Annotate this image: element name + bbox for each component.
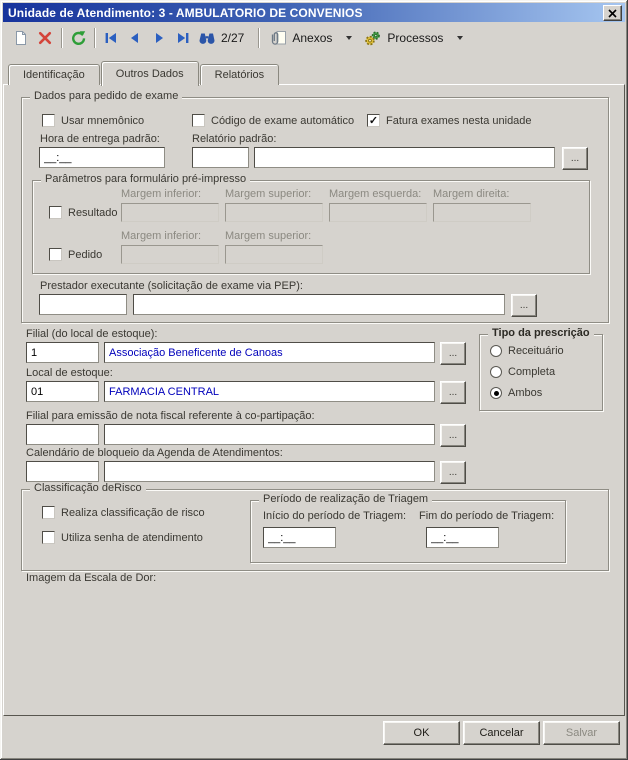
- imagem-escala-dor-label: Imagem da Escala de Dor:: [26, 572, 157, 584]
- filial-nome-input[interactable]: [104, 342, 435, 363]
- filial-label: Filial (do local de estoque):: [26, 328, 158, 340]
- new-record-button[interactable]: [9, 26, 33, 50]
- filial-nf-browse-button[interactable]: ...: [440, 424, 466, 447]
- main-toolbar: [3, 23, 625, 53]
- group-parametros-pre-impresso: [32, 173, 590, 274]
- checkbox-codigo-exame-automatico[interactable]: [192, 114, 354, 127]
- checkbox-pedido[interactable]: [49, 248, 102, 261]
- relatorio-nome-input[interactable]: [254, 147, 555, 168]
- tab-outros-dados[interactable]: [101, 61, 199, 86]
- radio-label: Receituário: [508, 345, 564, 357]
- filial-nf-codigo-input[interactable]: [26, 424, 99, 445]
- tab-relatorios[interactable]: [200, 64, 280, 85]
- relatorio-codigo-input[interactable]: [192, 147, 249, 168]
- next-record-button[interactable]: [147, 26, 171, 50]
- processos-label: Processos: [387, 31, 444, 45]
- group-title: Período de realização de Triagem: [259, 493, 432, 506]
- fim-triagem-label: Fim do período de Triagem:: [419, 510, 555, 522]
- group-title: Dados para pedido de exame: [30, 90, 182, 103]
- close-button[interactable]: [603, 5, 622, 21]
- group-tipo-prescricao: [479, 327, 603, 411]
- anexos-button[interactable]: [263, 26, 338, 50]
- anexos-label: Anexos: [292, 31, 333, 45]
- relatorio-padrao-label: Relatório padrão:: [192, 133, 277, 145]
- margem-direita-label: Margem direita:: [433, 188, 510, 200]
- local-estoque-codigo-input[interactable]: [26, 381, 99, 402]
- checkbox-box: [42, 506, 55, 519]
- cancel-label: Cancelar: [479, 727, 524, 739]
- search-button[interactable]: [195, 26, 219, 50]
- pedido-margem-superior-input: [225, 245, 323, 264]
- save-label: Salvar: [565, 727, 598, 739]
- delete-record-button[interactable]: [33, 26, 57, 50]
- tab-identificacao[interactable]: [8, 64, 100, 85]
- delete-record-icon: [38, 31, 52, 45]
- checkbox-label: Código de exame automático: [211, 114, 355, 127]
- radio-dot: [490, 345, 502, 357]
- checkbox-label: Realiza classificação de risco: [61, 506, 205, 519]
- relatorio-browse-button[interactable]: ...: [562, 147, 588, 170]
- margem-esquerda-label: Margem esquerda:: [329, 188, 422, 200]
- cancel-button[interactable]: [463, 721, 540, 745]
- hora-entrega-input[interactable]: [39, 147, 165, 168]
- margem-inferior-label: Margem inferior:: [121, 188, 202, 200]
- margem-superior-label: Margem superior:: [225, 188, 312, 200]
- local-estoque-label: Local de estoque:: [26, 367, 113, 379]
- group-periodo-triagem: [250, 493, 566, 563]
- ok-label: OK: [413, 727, 430, 739]
- title-bar: [3, 3, 625, 22]
- fim-triagem-input[interactable]: [426, 527, 499, 548]
- group-dados-pedido-exame: [21, 90, 609, 323]
- local-estoque-browse-button[interactable]: ...: [440, 381, 466, 404]
- refresh-icon: [70, 30, 86, 46]
- gears-icon: [364, 30, 382, 47]
- resultado-margem-superior-input: [225, 203, 323, 222]
- radio-dot: [490, 366, 502, 378]
- checkbox-box: [49, 206, 62, 219]
- checkbox-resultado[interactable]: [49, 206, 118, 219]
- filial-nf-label: Filial para emissão de nota fiscal referente à co-partipação:: [26, 410, 315, 422]
- prestador-browse-button[interactable]: ...: [511, 294, 537, 317]
- last-record-icon: [175, 30, 191, 46]
- filial-codigo-input[interactable]: [26, 342, 99, 363]
- search-icon: [198, 30, 216, 46]
- checkbox-box: [49, 248, 62, 261]
- checkbox-box: [42, 114, 55, 127]
- group-title: Parâmetros para formulário pré-impresso: [41, 173, 250, 186]
- first-record-button[interactable]: [99, 26, 123, 50]
- processos-dropdown-icon[interactable]: [457, 36, 463, 40]
- radio-dot: [490, 387, 502, 399]
- anexos-dropdown-icon[interactable]: [346, 36, 352, 40]
- checkbox-label: Utiliza senha de atendimento: [61, 531, 203, 544]
- margem-inferior-label: Margem inferior:: [121, 230, 202, 242]
- close-icon: [608, 9, 617, 18]
- checkbox-usar-mnemonico[interactable]: [42, 114, 144, 127]
- margem-superior-label: Margem superior:: [225, 230, 312, 242]
- paperclip-icon: [269, 30, 287, 46]
- checkbox-box: [192, 114, 205, 127]
- hora-entrega-label: Hora de entrega padrão:: [40, 133, 160, 145]
- radio-ambos[interactable]: [490, 387, 542, 399]
- inicio-triagem-input[interactable]: [263, 527, 336, 548]
- tab-strip: [8, 61, 280, 86]
- tab-label: Relatórios: [214, 69, 265, 81]
- checkbox-box: ✓: [368, 115, 379, 127]
- group-classificacao-risco: [21, 482, 609, 571]
- checkbox-fatura-exames[interactable]: [367, 114, 532, 127]
- calendario-codigo-input[interactable]: [26, 461, 99, 482]
- inicio-triagem-label: Início do período de Triagem:: [263, 510, 407, 522]
- refresh-button[interactable]: [66, 26, 90, 50]
- tab-label: Outros Dados: [115, 68, 184, 80]
- filial-nf-nome-input[interactable]: [104, 424, 435, 445]
- checkbox-label: Fatura exames nesta unidade: [386, 114, 532, 127]
- radio-label: Completa: [508, 366, 556, 378]
- pedido-margem-inferior-input: [121, 245, 219, 264]
- checkbox-label: Pedido: [68, 248, 103, 261]
- toolbar-separator: [61, 28, 62, 48]
- previous-record-icon: [127, 30, 143, 46]
- window-title: Unidade de Atendimento: 3 - AMBULATORIO DE CONVENIOS: [8, 5, 363, 20]
- checkbox-utiliza-senha[interactable]: [42, 531, 203, 544]
- tab-label: Identificação: [23, 69, 85, 81]
- radio-label: Ambos: [508, 387, 543, 399]
- resultado-margem-direita-input: [433, 203, 531, 222]
- calendario-label: Calendário de bloqueio da Agenda de Atendimentos:: [26, 447, 283, 459]
- radio-receituario[interactable]: [490, 345, 564, 357]
- next-record-icon: [151, 30, 167, 46]
- checkbox-box: [42, 531, 55, 544]
- resultado-margem-esquerda-input: [329, 203, 427, 222]
- tab-page-outros-dados: [3, 84, 625, 716]
- calendario-nome-input[interactable]: [104, 461, 435, 482]
- previous-record-button[interactable]: [123, 26, 147, 50]
- group-title: Tipo da prescrição: [488, 327, 594, 340]
- checkbox-label: Resultado: [68, 206, 118, 219]
- first-record-icon: [103, 30, 119, 46]
- new-record-icon: [13, 30, 29, 46]
- checkbox-realiza-classificacao[interactable]: [42, 506, 205, 519]
- checkbox-label: Usar mnemônico: [61, 114, 145, 127]
- processos-button[interactable]: [358, 26, 449, 50]
- prestador-label: Prestador executante (solicitação de exame via PEP):: [40, 280, 303, 292]
- prestador-nome-input[interactable]: [133, 294, 505, 315]
- radio-completa[interactable]: [490, 366, 555, 378]
- prestador-codigo-input[interactable]: [39, 294, 127, 315]
- calendario-browse-button[interactable]: ...: [440, 461, 466, 484]
- group-title: Classificação deRisco: [30, 482, 146, 495]
- filial-browse-button[interactable]: ...: [440, 342, 466, 365]
- local-estoque-nome-input[interactable]: [104, 381, 435, 402]
- last-record-button[interactable]: [171, 26, 195, 50]
- record-counter: 2/27: [221, 31, 245, 45]
- save-button: [543, 721, 620, 745]
- toolbar-separator: [94, 28, 95, 48]
- resultado-margem-inferior-input: [121, 203, 219, 222]
- toolbar-separator: [258, 28, 259, 48]
- ok-button[interactable]: [383, 721, 460, 745]
